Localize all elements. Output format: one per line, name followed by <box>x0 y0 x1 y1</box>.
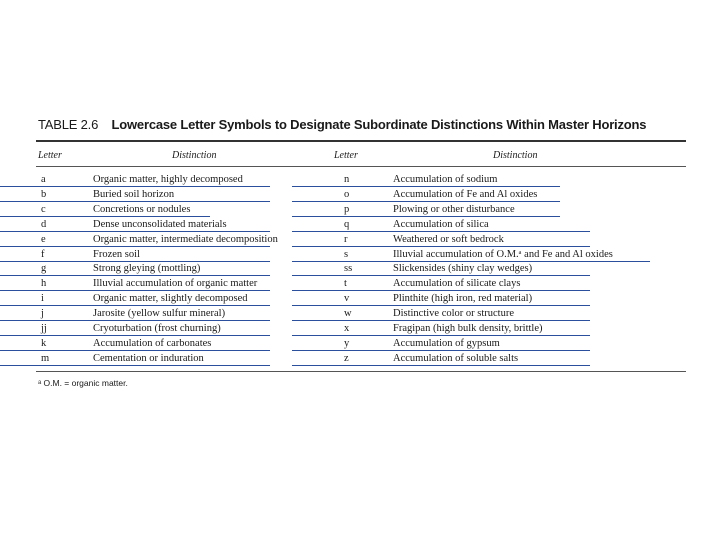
left-row-distinction: Jarosite (yellow sulfur mineral) <box>93 308 226 320</box>
left-row-underline <box>0 231 270 232</box>
left-row-distinction: Frozen soil <box>93 248 140 260</box>
right-row-letter: y <box>344 337 350 349</box>
table-label: TABLE 2.6 <box>38 117 99 132</box>
left-row-underline <box>0 261 270 262</box>
right-row-letter: s <box>344 248 349 260</box>
right-row-letter: w <box>344 308 352 320</box>
right-row-distinction: Accumulation of silica <box>393 218 489 230</box>
right-row-underline <box>292 186 560 187</box>
header-distinction-left: Distinction <box>172 150 217 161</box>
left-row-letter: k <box>41 337 47 349</box>
right-row-underline <box>292 350 590 351</box>
left-row-underline <box>0 350 270 351</box>
right-row-underline <box>292 261 650 262</box>
left-row-distinction: Organic matter, intermediate decomposition <box>93 233 278 245</box>
table-title <box>38 117 646 132</box>
right-row-distinction: Weathered or soft bedrock <box>393 233 504 245</box>
left-row-letter: d <box>41 218 47 230</box>
left-row-letter: j <box>41 308 44 320</box>
left-row-underline <box>0 290 270 291</box>
header-distinction-right: Distinction <box>493 150 538 161</box>
left-row-letter: e <box>41 233 46 245</box>
left-row-distinction: Buried soil horizon <box>93 188 175 200</box>
right-row-underline <box>292 246 590 247</box>
right-row-underline <box>292 335 590 336</box>
right-row-distinction: Accumulation of Fe and Al oxides <box>393 188 538 200</box>
right-row-underline <box>292 216 560 217</box>
right-row-distinction: Plowing or other disturbance <box>393 203 515 215</box>
left-row-letter: a <box>41 174 46 185</box>
header-letter-left: Letter <box>38 150 62 161</box>
left-row-underline <box>0 305 270 306</box>
left-row-distinction: Cryoturbation (frost churning) <box>93 323 221 334</box>
left-row-underline <box>0 320 270 321</box>
right-row-letter: q <box>344 218 350 230</box>
header-rule <box>36 166 686 167</box>
left-row-letter: i <box>41 293 44 305</box>
right-row-letter: o <box>344 188 350 200</box>
left-row-distinction: Cementation or induration <box>93 352 204 364</box>
left-row-letter: b <box>41 188 47 200</box>
right-row-distinction: Distinctive color or structure <box>393 308 515 320</box>
left-row-underline <box>0 275 270 276</box>
left-row-underline <box>0 335 270 336</box>
table-caption: Lowercase Letter Symbols to Designate Subordinate Distinctions Within Master Horizons <box>111 117 647 132</box>
right-row-underline <box>292 305 590 306</box>
right-row-underline <box>292 231 590 232</box>
right-row-letter: r <box>344 233 348 245</box>
right-row-letter: p <box>344 203 350 215</box>
right-row-distinction: Slickensides (shiny clay wedges) <box>393 263 533 275</box>
right-row-distinction: Accumulation of gypsum <box>393 337 500 349</box>
right-row-letter: x <box>344 323 350 334</box>
right-row-underline <box>292 365 590 366</box>
right-row-distinction: Illuvial accumulation of O.M.ᵃ and Fe and Al oxides <box>393 248 613 260</box>
left-row-distinction: Concretions or nodules <box>93 203 191 215</box>
right-row-underline <box>292 320 590 321</box>
bottom-rule <box>36 371 686 372</box>
left-row-distinction: Strong gleying (mottling) <box>93 263 201 275</box>
right-row-underline <box>292 275 590 276</box>
left-row-letter: jj <box>41 323 47 334</box>
left-row-underline <box>0 216 210 217</box>
right-row-distinction: Accumulation of silicate clays <box>393 278 521 290</box>
right-row-letter: t <box>344 278 347 290</box>
top-rule <box>36 140 686 142</box>
left-row-distinction: Dense unconsolidated materials <box>93 218 227 230</box>
right-row-letter: z <box>344 352 349 364</box>
left-row-distinction: Illuvial accumulation of organic matter <box>93 278 258 290</box>
header-letter-right: Letter <box>334 150 358 161</box>
left-row-letter: f <box>41 248 45 260</box>
right-row-distinction: Accumulation of sodium <box>393 174 498 185</box>
left-row-underline <box>0 246 270 247</box>
table-footnote: ᵃ O.M. = organic matter. <box>38 378 128 388</box>
right-row-distinction: Plinthite (high iron, red material) <box>393 293 533 305</box>
right-row-distinction: Fragipan (high bulk density, brittle) <box>393 323 543 334</box>
right-row-letter: n <box>344 174 350 185</box>
left-row-distinction: Organic matter, slightly decomposed <box>93 293 248 305</box>
right-row-underline <box>292 290 590 291</box>
left-row-distinction: Organic matter, highly decomposed <box>93 174 243 185</box>
left-row-letter: c <box>41 203 46 215</box>
left-row-letter: m <box>41 352 50 364</box>
right-row-letter: v <box>344 293 350 305</box>
left-row-underline <box>0 365 270 366</box>
left-row-letter: g <box>41 263 47 275</box>
left-row-distinction: Accumulation of carbonates <box>93 337 212 349</box>
left-row-letter: h <box>41 278 47 290</box>
right-row-letter: ss <box>344 263 353 275</box>
right-row-underline <box>292 201 560 202</box>
left-row-underline <box>0 186 270 187</box>
right-row-distinction: Accumulation of soluble salts <box>393 352 519 364</box>
left-row-underline <box>0 201 270 202</box>
